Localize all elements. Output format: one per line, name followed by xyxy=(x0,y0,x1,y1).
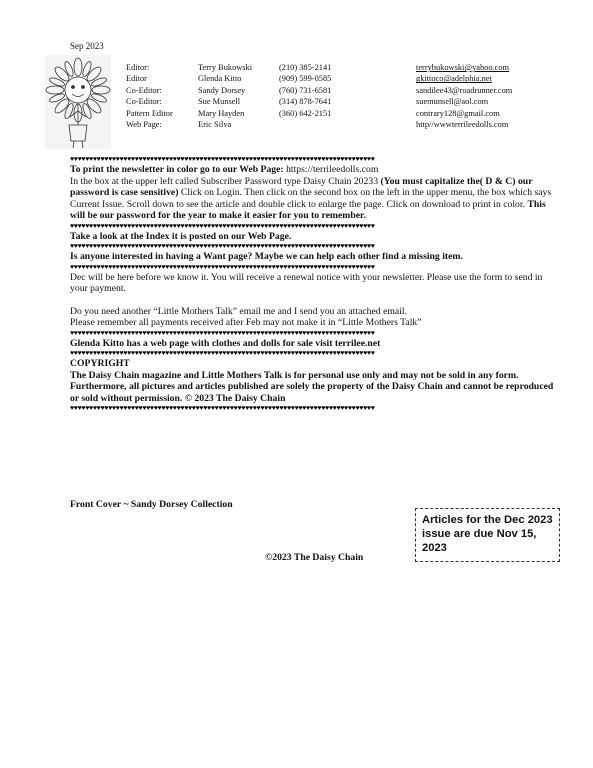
staff-role: Web Page: xyxy=(126,119,162,129)
staff-name: Glenda Kitto xyxy=(198,74,242,84)
staff-name: Sue Munsell xyxy=(198,97,241,107)
staff-role: Editor xyxy=(126,74,147,84)
print-password-year-note: This will be our password for the year to make it easier for you to remember. xyxy=(70,198,546,221)
lmt-note-line-1: Do you need another “Little Mothers Talk” email me and I send you an attached email. xyxy=(70,305,408,317)
glenda-web-note: Glenda Kitto has a web page with clothes and dolls for sale visit terrilee.net xyxy=(70,337,381,349)
heart-divider: ♥♥♥♥♥♥♥♥♥♥♥♥♥♥♥♥♥♥♥♥♥♥♥♥♥♥♥♥♥♥♥♥♥♥♥♥♥♥♥♥♥♥♥♥♥♥♥♥♥♥♥♥♥♥♥♥♥♥♥♥♥♥♥♥♥♥♥♥♥♥♥♥♥♥♥♥♥♥♥♥ xyxy=(70,262,375,271)
staff-role: Co-Editor: xyxy=(126,85,162,95)
index-note: Take a look at the Index it is posted on our Web Page. xyxy=(70,230,292,242)
staff-phone: (909) 599-0585 xyxy=(279,74,332,84)
copyright-heading: COPYRIGHT xyxy=(70,358,130,369)
heart-divider: ♥♥♥♥♥♥♥♥♥♥♥♥♥♥♥♥♥♥♥♥♥♥♥♥♥♥♥♥♥♥♥♥♥♥♥♥♥♥♥♥♥♥♥♥♥♥♥♥♥♥♥♥♥♥♥♥♥♥♥♥♥♥♥♥♥♥♥♥♥♥♥♥♥♥♥♥♥♥♥♥ xyxy=(70,328,375,337)
print-heading: To print the newsletter in color go to our Web Page: xyxy=(70,164,284,175)
renewal-note: Dec will be here before we know it. You will receive a renewal notice with your newsletter. Please use the form to send in your payment. xyxy=(70,271,543,294)
staff-name: Mary Hayden xyxy=(198,108,245,118)
heart-divider: ♥♥♥♥♥♥♥♥♥♥♥♥♥♥♥♥♥♥♥♥♥♥♥♥♥♥♥♥♥♥♥♥♥♥♥♥♥♥♥♥♥♥♥♥♥♥♥♥♥♥♥♥♥♥♥♥♥♥♥♥♥♥♥♥♥♥♥♥♥♥♥♥♥♥♥♥♥♥♥♥ xyxy=(70,221,375,230)
heart-divider: ♥♥♥♥♥♥♥♥♥♥♥♥♥♥♥♥♥♥♥♥♥♥♥♥♥♥♥♥♥♥♥♥♥♥♥♥♥♥♥♥♥♥♥♥♥♥♥♥♥♥♥♥♥♥♥♥♥♥♥♥♥♥♥♥♥♥♥♥♥♥♥♥♥♥♥♥♥♥♥♥ xyxy=(70,404,375,412)
print-instructions-1: In the box at the upper left called Subscriber Password type Daisy Chain 20233 xyxy=(70,175,379,187)
staff-email[interactable]: contrary128@gmail.com xyxy=(416,108,500,118)
staff-row xyxy=(126,63,546,74)
front-cover-credit: Front Cover ~ Sandy Dorsey Collection xyxy=(70,499,233,510)
print-instructions-2: Click on Login. Then click on the second box on the left in the upper menu, the box which says Current Issue. Scroll down to see the article and double click to enlarge the page. Click on download to print in color. xyxy=(70,187,552,210)
issue-date: Sep 2023 xyxy=(70,41,104,51)
staff-phone: (210) 385-2141 xyxy=(279,63,332,72)
staff-role: Editor: xyxy=(126,63,150,72)
deadline-notice-box: Articles for the Dec 2023 issue are due Nov 15, 2023 xyxy=(415,508,560,562)
staff-name: Terry Bukowski xyxy=(198,63,253,72)
staff-row xyxy=(126,74,546,85)
staff-row xyxy=(126,120,546,131)
heart-divider: ♥♥♥♥♥♥♥♥♥♥♥♥♥♥♥♥♥♥♥♥♥♥♥♥♥♥♥♥♥♥♥♥♥♥♥♥♥♥♥♥♥♥♥♥♥♥♥♥♥♥♥♥♥♥♥♥♥♥♥♥♥♥♥♥♥♥♥♥♥♥♥♥♥♥♥♥♥♥♥♥ xyxy=(70,155,375,163)
staff-role: Pattern Editor xyxy=(126,108,173,118)
staff-email[interactable]: http//wwwterrileedolls.com xyxy=(416,119,509,129)
copyright-text: The Daisy Chain magazine and Little Mothers Talk is for personal use only and may not be sold in any form. Furthermore, all pictures and articles published are solely the property of the Daisy Chain and cannot be reproduced or sold without permission. © 2023 The Daisy Chain xyxy=(70,369,554,404)
staff-role: Co-Editor: xyxy=(126,97,162,107)
staff-email[interactable]: terrybukowski@yahoo.com xyxy=(416,63,510,72)
web-url-link[interactable]: https://terrileedolls.com xyxy=(286,164,379,175)
print-password-note: (You must capitalize the( D & C) our password is case sensitive) xyxy=(70,175,533,198)
daisy-logo-icon xyxy=(45,55,111,149)
staff-row xyxy=(126,97,546,108)
staff-email[interactable]: sandilee43@roadrunner.com xyxy=(416,85,513,95)
newsletter-body xyxy=(70,155,560,413)
staff-email[interactable]: suemunsell@aol.com xyxy=(416,97,489,107)
staff-name: Sandy Dorsey xyxy=(198,85,246,95)
staff-email[interactable]: gkittoco@adelphia.net xyxy=(416,74,492,84)
staff-phone: (360) 642-2151 xyxy=(279,108,332,118)
lmt-note-line-2: Please remember all payments received after Feb may not make it in “Little Mothers Talk” xyxy=(70,317,422,328)
print-section xyxy=(70,164,560,222)
staff-directory xyxy=(126,63,546,131)
want-page-note: Is anyone interested in having a Want page? Maybe we can help each other find a missing item. xyxy=(70,251,463,262)
staff-phone: (760) 731-6581 xyxy=(279,85,332,95)
staff-row xyxy=(126,86,546,97)
heart-divider: ♥♥♥♥♥♥♥♥♥♥♥♥♥♥♥♥♥♥♥♥♥♥♥♥♥♥♥♥♥♥♥♥♥♥♥♥♥♥♥♥♥♥♥♥♥♥♥♥♥♥♥♥♥♥♥♥♥♥♥♥♥♥♥♥♥♥♥♥♥♥♥♥♥♥♥♥♥♥♥♥ xyxy=(70,349,375,357)
staff-name: Eric Silva xyxy=(198,119,232,129)
staff-phone: (314) 878-7641 xyxy=(279,97,332,107)
staff-row xyxy=(126,109,546,120)
heart-divider: ♥♥♥♥♥♥♥♥♥♥♥♥♥♥♥♥♥♥♥♥♥♥♥♥♥♥♥♥♥♥♥♥♥♥♥♥♥♥♥♥♥♥♥♥♥♥♥♥♥♥♥♥♥♥♥♥♥♥♥♥♥♥♥♥♥♥♥♥♥♥♥♥♥♥♥♥♥♥♥♥ xyxy=(70,242,375,250)
footer-copyright: ©2023 The Daisy Chain xyxy=(265,552,364,563)
